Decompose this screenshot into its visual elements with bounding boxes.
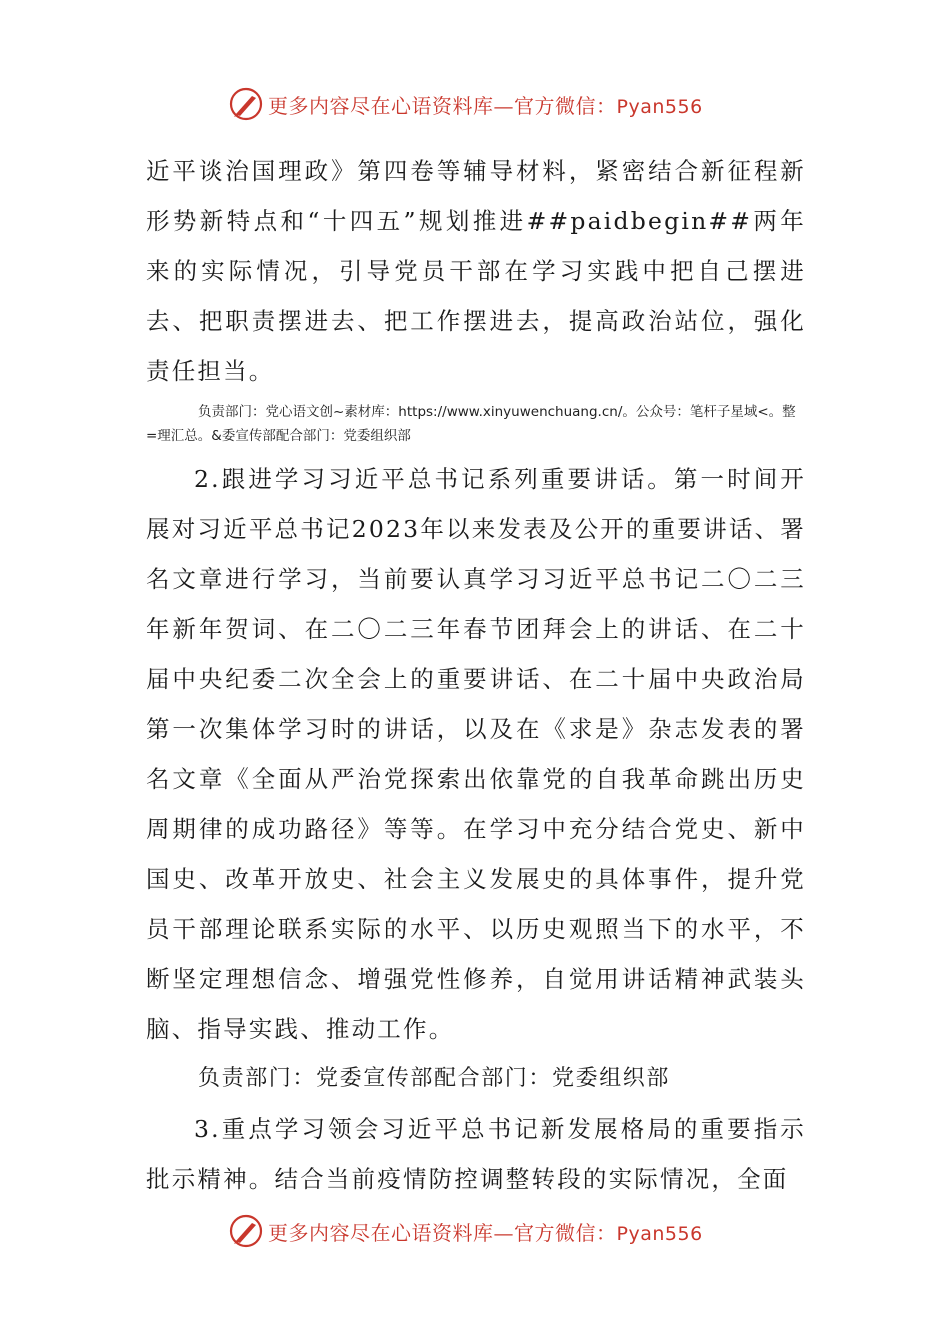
header-banner <box>228 82 703 126</box>
footer-wechat-id: Pyan556 <box>616 1222 703 1245</box>
paragraph-3: 3.重点学习领会习近平总书记新发展格局的重要指示批示精神。结合当前疫情防控调整转段的实际情况，全面 <box>146 1115 806 1193</box>
pen-logo-icon <box>228 1213 264 1249</box>
paragraph-1: 近平谈治国理政》第四卷等辅导材料，紧密结合新征程新形势新特点和“十四五”规划推进##paidbegin##两年来的实际情况，引导党员干部在学习实践中把自己摆进去、把职责摆进去、把工作摆进去，提高政治站位，强化责任担当。 <box>146 157 806 385</box>
footer-banner <box>228 1209 703 1253</box>
paragraph-2: 2.跟进学习习近平总书记系列重要讲话。第一时间开展对习近平总书记2023年以来发表及公开的重要讲话、署名文章进行学习，当前要认真学习习近平总书记二〇二三年新年贺词、在二〇二三年春节团拜会上的讲话、在二十届中央纪委二次全会上的重要讲话、在二十届中央政治局第一次集体学习时的讲话，以及在《求是》杂志发表的署名文章《全面从严治党探索出依靠党的自我革命跳出历史周期律的成功路径》等等。在学习中充分结合党史、新中国史、改革开放史、社会主义发展史的具体事件，提升党员干部理论联系实际的水平、以历史观照当下的水平，不断坚定理想信念、增强党性修养，自觉用讲话精神武装头脑、指导实践、推动工作。 <box>146 465 806 1043</box>
note-responsible-dept-1: 负责部门：党心语文创~素材库：https://www.xinyuwenchuang.cn/。公众号：笔杆子星域<。整=理汇总。&委宣传部配合部门：党委组织部 <box>146 404 796 444</box>
footer-banner-text: 更多内容尽在心语资料库—官方微信：Pyan556 <box>268 1220 703 1245</box>
responsible-dept-2: 负责部门：党委宣传部配合部门：党委组织部 <box>198 1066 671 1091</box>
pen-logo-icon <box>228 86 264 122</box>
document-body <box>146 146 806 1204</box>
header-wechat-id: Pyan556 <box>616 95 703 118</box>
header-banner-text: 更多内容尽在心语资料库—官方微信：Pyan556 <box>268 93 703 118</box>
